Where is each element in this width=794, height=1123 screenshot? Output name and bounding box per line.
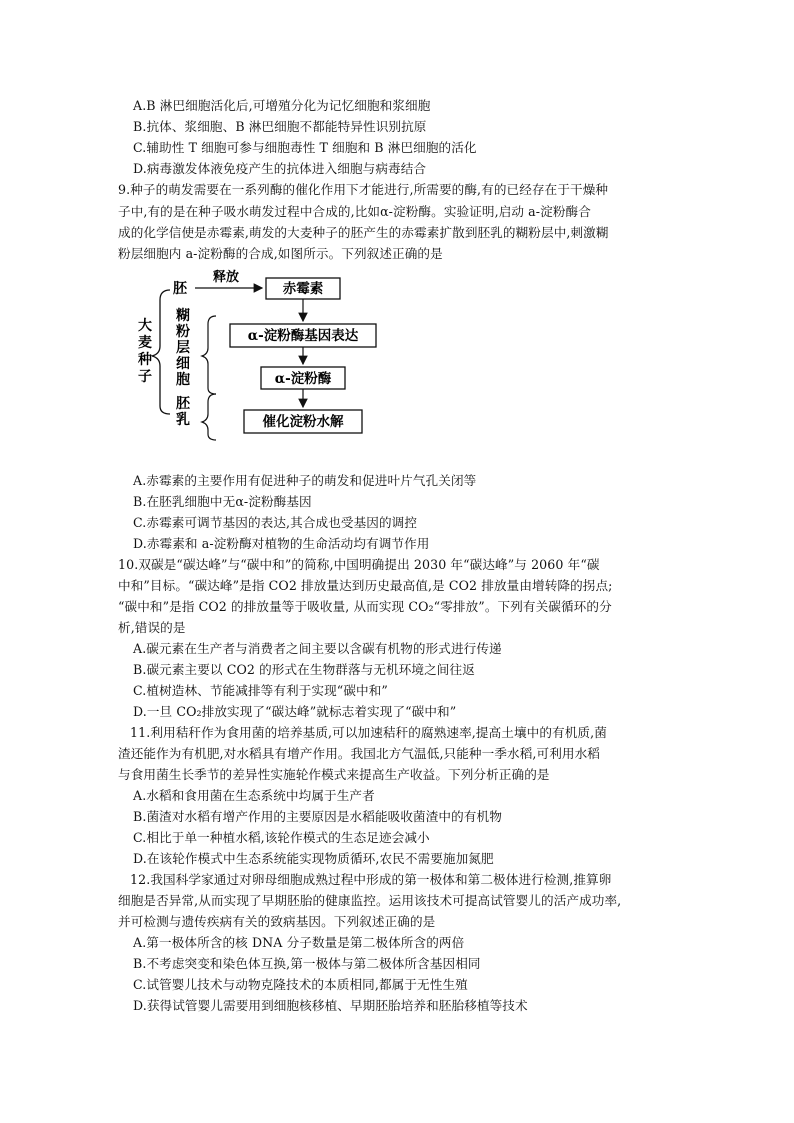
q9-stem-line: 成的化学信使是赤霉素,萌发的大麦种子的胚产生的赤霉素扩散到胚乳的糊粉层中,刺激糊 bbox=[118, 225, 609, 240]
seed-label-char: 麦 bbox=[138, 335, 152, 351]
q10-stem-line: 10.双碳是“碳达峰”与“碳中和”的简称,中国明确提出 2030 年“碳达峰”与 2060 年“碳 bbox=[118, 557, 600, 572]
q9-stem-line: 子中,有的是在种子吸水萌发过程中合成的,比如α-淀粉酶。实验证明,启动 a-淀粉酶合 bbox=[118, 204, 591, 219]
q10-option-d: D.一旦 CO₂排放实现了“碳达峰”就标志着实现了“碳中和” bbox=[133, 704, 457, 719]
q9-option-a: A.赤霉素的主要作用有促进种子的萌发和促进叶片气孔关闭等 bbox=[133, 473, 477, 488]
endosperm-label-char: 胚 bbox=[176, 396, 190, 412]
q8-option-a: A.B 淋巴细胞活化后,可增殖分化为记忆细胞和浆细胞 bbox=[133, 98, 431, 113]
q9-option-b: B.在胚乳细胞中无α-淀粉酶基因 bbox=[133, 494, 312, 509]
aleurone-label-char: 胞 bbox=[176, 372, 190, 388]
q8-option-c: C.辅助性 T 细胞可参与细胞毒性 T 细胞和 B 淋巴细胞的活化 bbox=[133, 140, 477, 155]
q11-stem-line: 与食用菌生长季节的差异性实施轮作模式来提高生产收益。下列分析正确的是 bbox=[118, 767, 550, 782]
seed-label-char: 子 bbox=[138, 369, 152, 385]
q10-option-c: C.植树造林、节能减排等有利于实现“碳中和” bbox=[133, 683, 388, 698]
aleurone-brace bbox=[202, 316, 216, 394]
q10-stem-line: “碳中和”是指 CO2 的排放量等于吸收量, 从而实现 CO₂“零排放”。下列有关碳循环的分 bbox=[118, 599, 612, 614]
q12-stem-line: 细胞是否异常,从而实现了早期胚胎的健康监控。运用该技术可提高试管婴儿的活产成功率, bbox=[118, 893, 622, 908]
amylase-box-label: α-淀粉酶 bbox=[274, 371, 332, 387]
aleurone-label-char: 细 bbox=[176, 356, 190, 372]
seed-brace bbox=[152, 290, 170, 414]
aleurone-label-char: 层 bbox=[176, 340, 190, 356]
q12-option-a: A.第一极体所含的核 DNA 分子数量是第二极体所含的两倍 bbox=[133, 935, 465, 950]
q12-option-b: B.不考虑突变和染色体互换,第一极体与第二极体所含基因相同 bbox=[133, 956, 481, 971]
q9-stem-line: 9.种子的萌发需要在一系列酶的催化作用下才能进行,所需要的酶,有的已经存在于干燥种 bbox=[118, 182, 609, 197]
starch-hydrolysis-box-label: 催化淀粉水解 bbox=[262, 414, 344, 430]
q9-option-c: C.赤霉素可调节基因的表达,其合成也受基因的调控 bbox=[133, 515, 418, 530]
q10-stem-line: 中和”目标。“碳达峰”是指 CO2 排放量达到历史最高值,是 CO2 排放量由增转降的拐点; bbox=[118, 578, 613, 593]
q11-stem-line: 11.利用秸秆作为食用菌的培养基质,可以加速秸秆的腐熟速率,提高土壤中的有机质,菌 bbox=[130, 725, 607, 740]
release-label: 释放 bbox=[213, 270, 240, 285]
seed-label-char: 种 bbox=[138, 352, 152, 368]
q9-stem-line: 粉层细胞内 a-淀粉酶的合成,如图所示。下列叙述正确的是 bbox=[118, 246, 443, 261]
embryo-label: 胚 bbox=[173, 281, 187, 297]
q12-option-c: C.试管婴儿技术与动物克隆技术的本质相同,都属于无性生殖 bbox=[133, 977, 468, 992]
q9-option-d: D.赤霉素和 a-淀粉酶对植物的生命活动均有调节作用 bbox=[133, 536, 430, 551]
q12-option-d: D.获得试管婴儿需要用到细胞核移植、早期胚胎培养和胚胎移植等技术 bbox=[133, 998, 528, 1013]
q11-option-d: D.在该轮作模式中生态系统能实现物质循环,农民不需要施加氮肥 bbox=[133, 851, 494, 866]
q8-option-d: D.病毒激发体液免疫产生的抗体进入细胞与病毒结合 bbox=[133, 161, 427, 176]
endosperm-label-char: 乳 bbox=[176, 412, 190, 428]
q11-option-c: C.相比于单一种植水稻,该轮作模式的生态足迹会减小 bbox=[133, 830, 430, 845]
q12-stem-line: 并可检测与遗传疾病有关的致病基因。下列叙述正确的是 bbox=[118, 914, 436, 929]
aleurone-label-char: 粉 bbox=[176, 324, 190, 340]
q10-option-b: B.碳元素主要以 CO2 的形式在生物群落与无机环境之间往返 bbox=[133, 662, 475, 677]
endosperm-brace bbox=[202, 394, 216, 440]
seed-label-char: 大 bbox=[138, 318, 152, 334]
q8-option-b: B.抗体、浆细胞、B 淋巴细胞不都能特异性识别抗原 bbox=[133, 119, 427, 134]
q11-stem-line: 渣还能作为有机肥,对水稻具有增产作用。我国北方气温低,只能种一季水稻,可利用水稻 bbox=[118, 746, 600, 761]
gene-expression-box-label: α-淀粉酶基因表达 bbox=[247, 328, 359, 344]
q11-option-b: B.菌渣对水稻有增产作用的主要原因是水稻能吸收菌渣中的有机物 bbox=[133, 809, 502, 824]
aleurone-label-char: 糊 bbox=[176, 308, 190, 324]
q10-option-a: A.碳元素在生产者与消费者之间主要以含碳有机物的形式进行传递 bbox=[133, 641, 502, 656]
q10-stem-line: 析,错误的是 bbox=[118, 620, 186, 635]
gibberellin-box-label: 赤霉素 bbox=[282, 281, 324, 297]
gibberellin-flow-diagram bbox=[118, 268, 438, 448]
q12-stem-line: 12.我国科学家通过对卵母细胞成熟过程中形成的第一极体和第二极体进行检测,推算卵 bbox=[130, 872, 612, 887]
q11-option-a: A.水稻和食用菌在生态系统中均属于生产者 bbox=[133, 788, 375, 803]
